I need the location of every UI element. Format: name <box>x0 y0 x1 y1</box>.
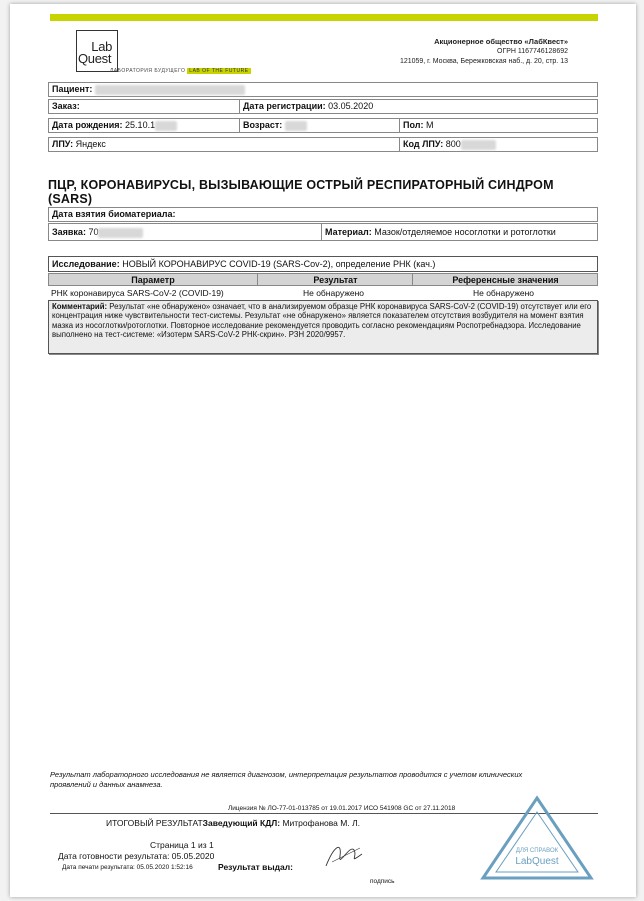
svg-text:LabQuest: LabQuest <box>515 856 559 867</box>
header-result: Результат <box>257 274 413 286</box>
request-row: Заявка: 70 Материал: Мазок/отделяемое носоглотки и ротоглотки <box>48 223 598 241</box>
patient-row: Пациент: <box>48 82 598 97</box>
license: Лицензия № ЛО-77-01-013785 от 19.01.2017 ИСО 541908 GC от 27.11.2018 <box>228 805 456 812</box>
brand-bar <box>50 14 598 21</box>
svg-text:ДЛЯ СПРАВОК: ДЛЯ СПРАВОК <box>515 848 559 854</box>
company-ogrn: ОГРН 1167746128692 <box>497 48 568 55</box>
redacted-birth <box>155 121 177 131</box>
redacted-age <box>285 121 307 131</box>
document-page <box>10 4 636 897</box>
labquest-stamp <box>478 792 596 884</box>
print-date: Дата печати результата: 05.05.2020 1:52:16 <box>62 864 193 871</box>
company-info <box>400 37 568 67</box>
company-name: Акционерное общество «ЛабКвест» <box>434 37 568 46</box>
order-row: Заказ: Дата регистрации: 03.05.2020 <box>48 99 598 114</box>
test-title: ПЦР, КОРОНАВИРУСЫ, ВЫЗЫВАЮЩИЕ ОСТРЫЙ РЕСПИРАТОРНЫЙ СИНДРОМ (SARS) <box>48 178 554 206</box>
issued-label: Результат выдал: <box>218 862 293 872</box>
header-reference: Референсные значения <box>412 274 598 286</box>
results-header <box>48 273 598 286</box>
lpu-row: ЛПУ: Яндекс Код ЛПУ: 800 <box>48 137 598 152</box>
ready-date: Дата готовности результата: 05.05.2020 <box>58 851 215 861</box>
logo-text: Lab Quest <box>78 39 113 66</box>
signature <box>320 836 370 876</box>
reference-value: Не обнаружено <box>472 288 535 298</box>
result-value: Не обнаружено <box>302 288 365 298</box>
header-parameter: Параметр <box>131 275 175 285</box>
redacted-lpu-code <box>461 140 496 150</box>
sample-date-row: Дата взятия биоматериала: <box>48 207 598 222</box>
study-row: Исследование: НОВЫЙ КОРОНАВИРУС COVID-19 (SARS-Cov-2), определение РНК (кач.) <box>48 256 598 272</box>
page-number: Страница 1 из 1 <box>150 840 214 850</box>
signature-label: подпись <box>370 878 395 885</box>
disclaimer: Результат лабораторного исследования не является диагнозом, интерпретация результатов проводится с учетом клинических проявлений и данных анамнеза. <box>50 770 523 789</box>
company-address: 121059, г. Москва, Бережковская наб., д. 20, стр. 13 <box>399 58 568 65</box>
tagline: ЛАБОРАТОРИЯ БУДУЩЕГО LAB OF THE FUTURE <box>110 68 249 74</box>
table-row <box>48 287 598 299</box>
birth-row: Дата рождения: 25.10.1 Возраст: Пол: М <box>48 118 598 133</box>
final-result-line: ИТОГОВЫЙ РЕЗУЛЬТАТЗаведующий КДЛ: Митрофанова М. Л. <box>106 818 361 828</box>
comment-box: Комментарий: Результат «не обнаружено» означает, что в анализируемом образце РНК коронавируса SARS-CoV-2 (COVID-19) отсутствует или его концентрация ниже чувствительности тест-системы. Результат «не обнаружено» является показателем отсутствия возбудителя на момент взятия мазка из носоглотки/ротоглотки. Повторное исследование рекомендуется проводить согласно рекомендациям Роспотребнадзора. Исследование выполнено на тест-системе: «Изотерм SARS-CoV-2 РНК-скрин». РЗН 2020/9957. <box>48 300 598 354</box>
redacted-request <box>98 228 143 238</box>
redacted-name <box>95 85 245 95</box>
param-name: РНК коронавируса SARS-CoV-2 (COVID-19) <box>51 288 224 298</box>
